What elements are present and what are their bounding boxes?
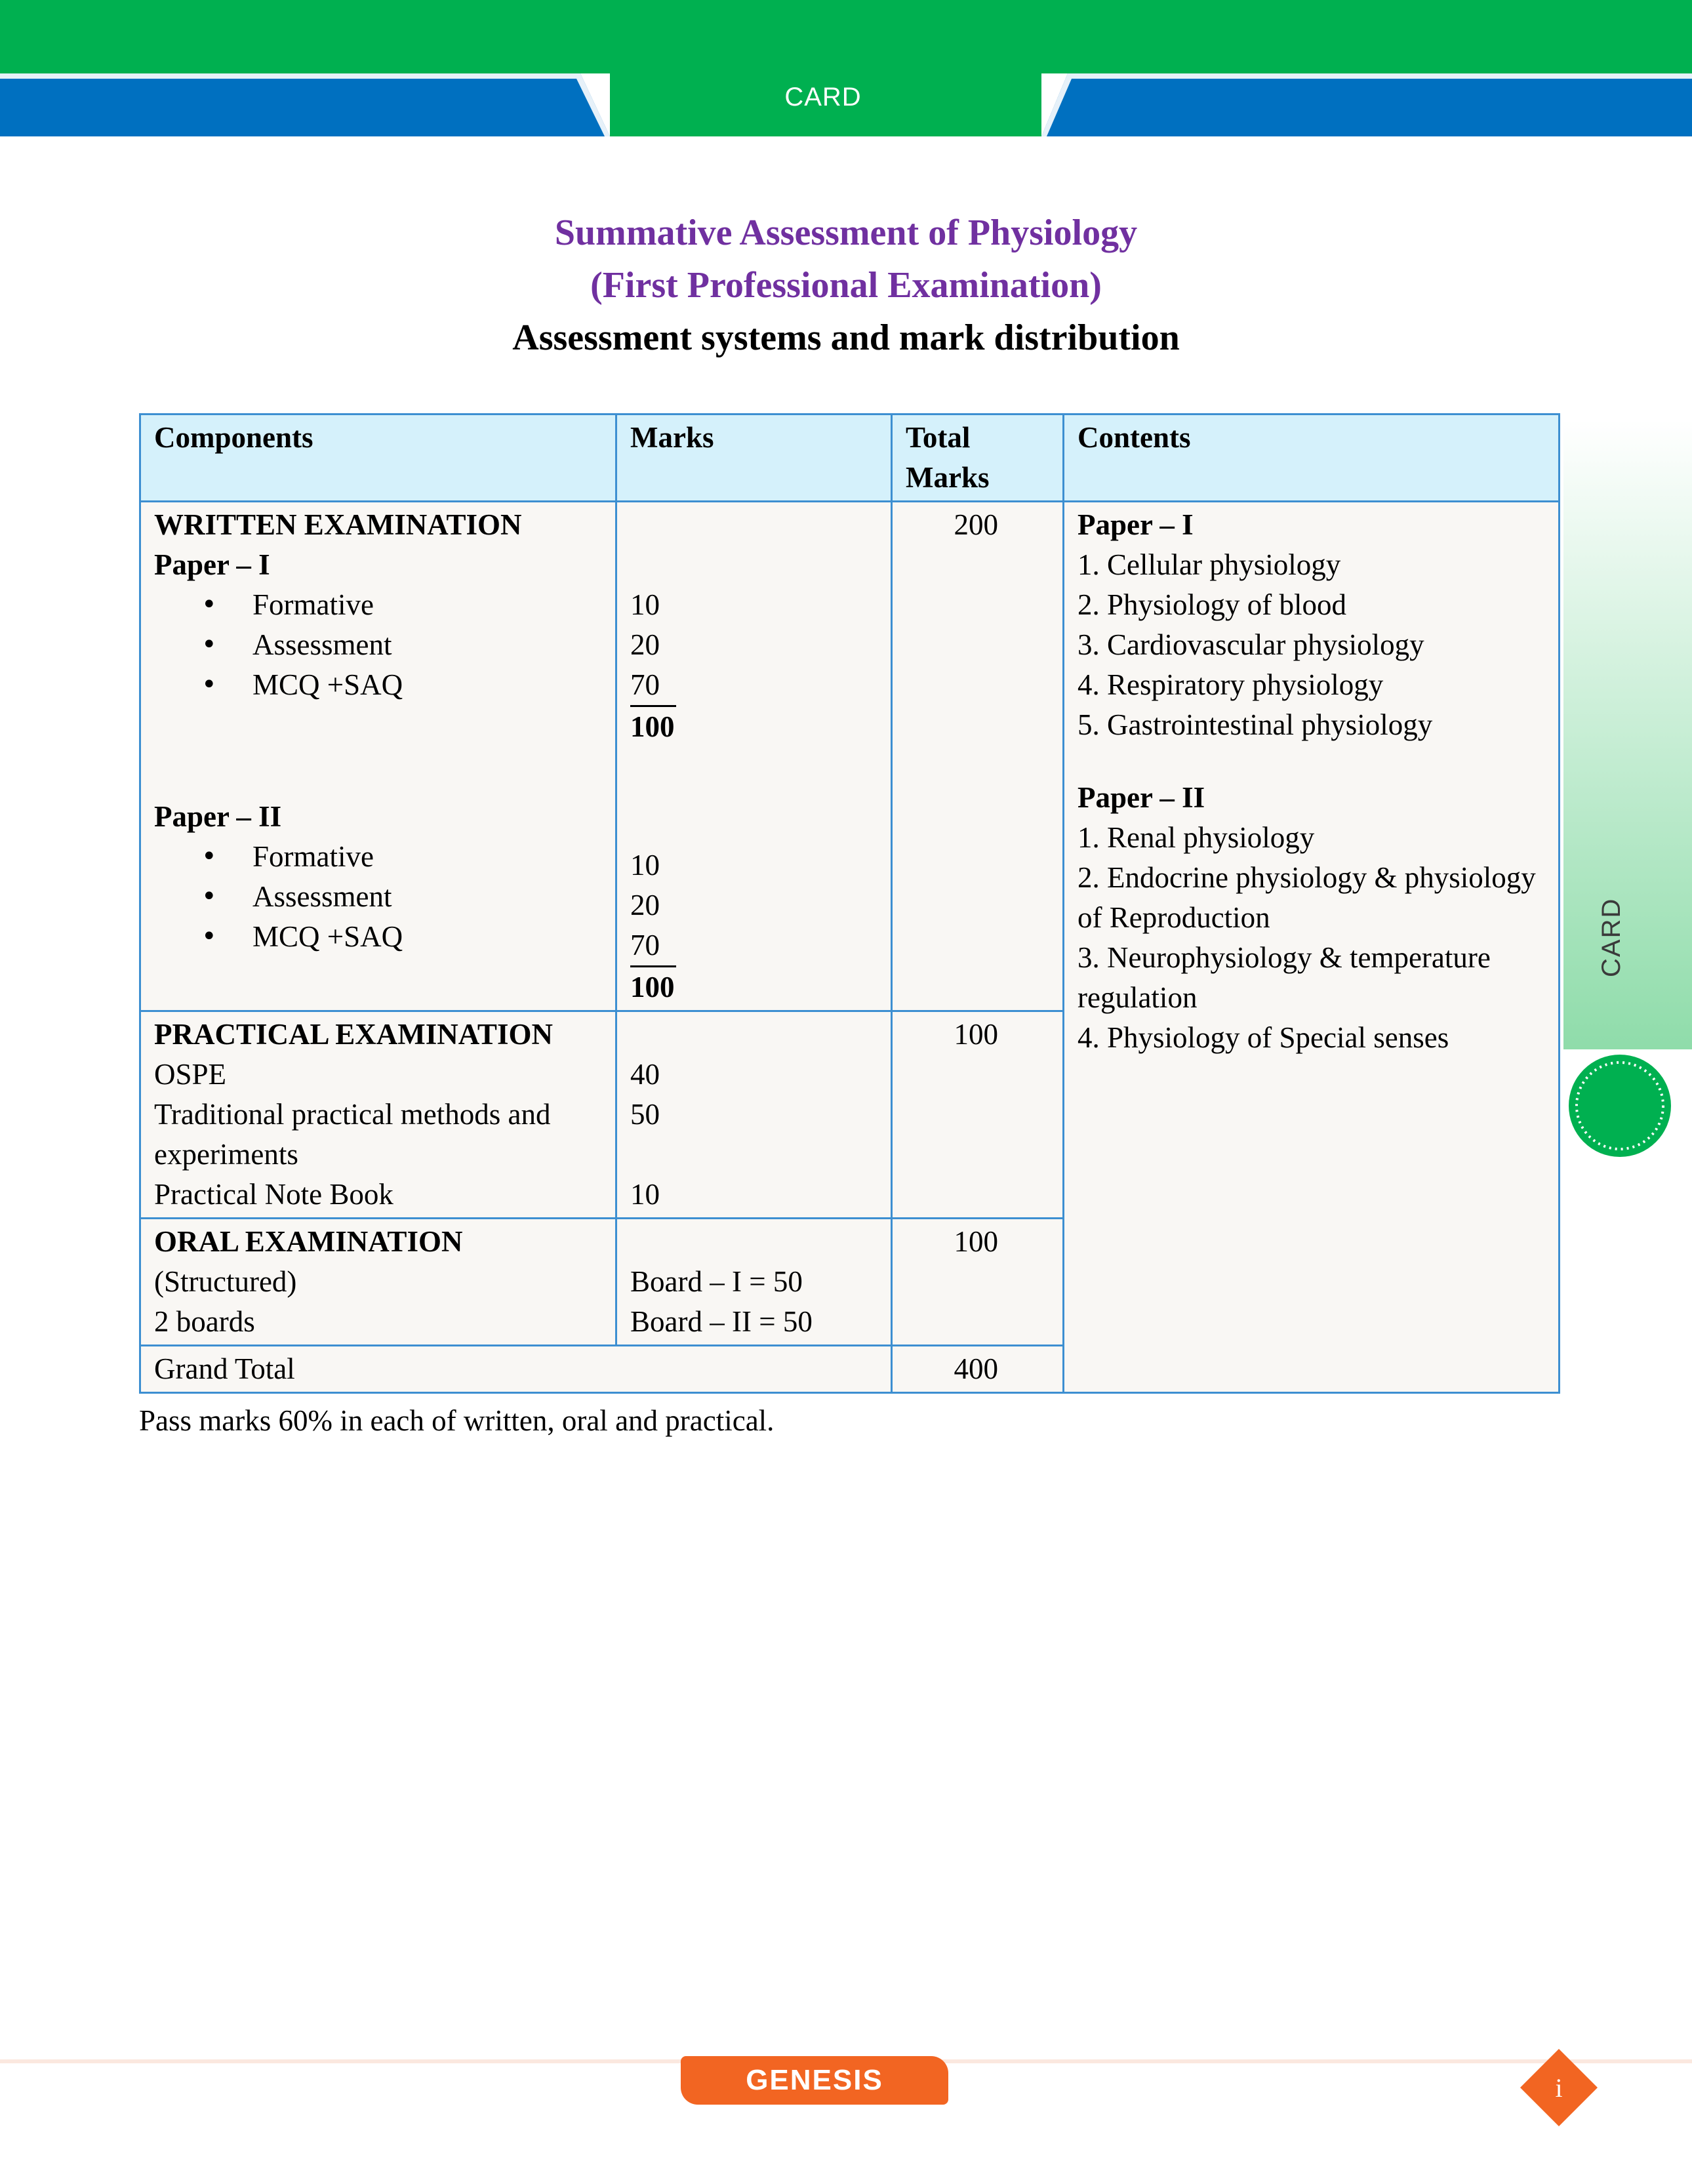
side-tab-label: CARD xyxy=(1597,897,1626,977)
oral-components-cell xyxy=(140,1219,616,1346)
page-number: i xyxy=(1555,2073,1563,2103)
list-item: 1. Renal physiology xyxy=(1078,821,1315,854)
col-header-contents: Contents xyxy=(1064,415,1560,502)
paper1-list xyxy=(154,585,602,705)
mark-value: 10 xyxy=(630,1178,660,1211)
written-total: 200 xyxy=(892,502,1064,1011)
list-item: • Assessment xyxy=(154,877,602,917)
oral-total: 100 xyxy=(892,1219,1064,1346)
oral-heading: ORAL EXAMINATION xyxy=(154,1225,463,1258)
mark-value: 70 xyxy=(630,665,676,707)
list-item: Practical Note Book xyxy=(154,1178,393,1211)
side-tab xyxy=(1563,420,1692,1194)
list-item: 5. Gastrointestinal physiology xyxy=(1078,708,1433,741)
contents-paper2-label: Paper – II xyxy=(1078,781,1205,814)
list-item: 4. Respiratory physiology xyxy=(1078,668,1384,701)
col-header-total-line1: Total xyxy=(906,421,971,454)
header-graphic xyxy=(0,0,1692,141)
mark-value: Board – I = 50 xyxy=(630,1265,803,1298)
grand-total-label: Grand Total xyxy=(140,1346,892,1393)
list-item: 1. Cellular physiology xyxy=(1078,548,1341,581)
list-item: 2 boards xyxy=(154,1305,255,1338)
mark-value: 10 xyxy=(630,588,660,621)
title-block xyxy=(0,207,1692,364)
paper2-label: Paper – II xyxy=(154,800,282,833)
list-item: OSPE xyxy=(154,1058,227,1091)
mark-value: Board – II = 50 xyxy=(630,1305,813,1338)
list-item: 4. Physiology of Special senses xyxy=(1078,1021,1449,1054)
contents-cell xyxy=(1064,502,1560,1393)
header-band xyxy=(0,0,1692,141)
mark-value: 50 xyxy=(630,1098,660,1131)
practical-total: 100 xyxy=(892,1011,1064,1219)
practical-components-cell xyxy=(140,1011,616,1219)
oral-marks-cell xyxy=(616,1219,892,1346)
list-item: 2. Physiology of blood xyxy=(1078,588,1347,621)
list-item: (Structured) xyxy=(154,1265,297,1298)
brand-logo: GENESIS xyxy=(681,2056,948,2105)
mark-distribution-table xyxy=(139,413,1560,1394)
header-label: CARD xyxy=(784,83,862,111)
paper2-sum: 100 xyxy=(630,971,675,1003)
mark-value: 40 xyxy=(630,1058,660,1091)
list-item: • MCQ +SAQ xyxy=(154,665,602,705)
list-item: • Formative xyxy=(154,585,602,625)
mark-value: 10 xyxy=(630,849,660,881)
list-item: 2. Endocrine physiology & physiology of Reproduction xyxy=(1078,861,1536,934)
list-item: Traditional practical methods and experiments xyxy=(154,1098,551,1171)
col-header-marks: Marks xyxy=(616,415,892,502)
contents-paper1-label: Paper – I xyxy=(1078,508,1194,541)
written-heading: WRITTEN EXAMINATION xyxy=(154,508,522,541)
col-header-total-marks xyxy=(892,415,1064,502)
list-item: 3. Cardiovascular physiology xyxy=(1078,628,1424,661)
paper2-list xyxy=(154,837,602,957)
col-header-total-line2: Marks xyxy=(906,461,990,494)
mark-value: 20 xyxy=(630,628,660,661)
grand-total-value: 400 xyxy=(892,1346,1064,1393)
mark-value: 70 xyxy=(630,925,676,967)
col-header-components: Components xyxy=(140,415,616,502)
paper1-sum: 100 xyxy=(630,710,675,743)
paper1-label: Paper – I xyxy=(154,548,270,581)
written-components-cell xyxy=(140,502,616,1011)
mark-value: 20 xyxy=(630,889,660,921)
pass-marks-note: Pass marks 60% in each of written, oral and practical. xyxy=(139,1404,775,1437)
list-item: • Formative xyxy=(154,837,602,877)
list-item: 3. Neurophysiology & temperature regulation xyxy=(1078,941,1491,1014)
list-item: • MCQ +SAQ xyxy=(154,917,602,957)
practical-marks-cell xyxy=(616,1011,892,1219)
table-row-written xyxy=(140,502,1560,1011)
table-header-row xyxy=(140,415,1560,502)
written-marks-cell xyxy=(616,502,892,1011)
practical-heading: PRACTICAL EXAMINATION xyxy=(154,1018,553,1051)
tab-circle-icon xyxy=(1569,1055,1671,1157)
list-item: • Assessment xyxy=(154,625,602,665)
page-title: Summative Assessment of Physiology xyxy=(554,212,1138,253)
section-heading: Assessment systems and mark distribution xyxy=(512,317,1180,358)
page-subtitle: (First Professional Examination) xyxy=(590,265,1102,306)
